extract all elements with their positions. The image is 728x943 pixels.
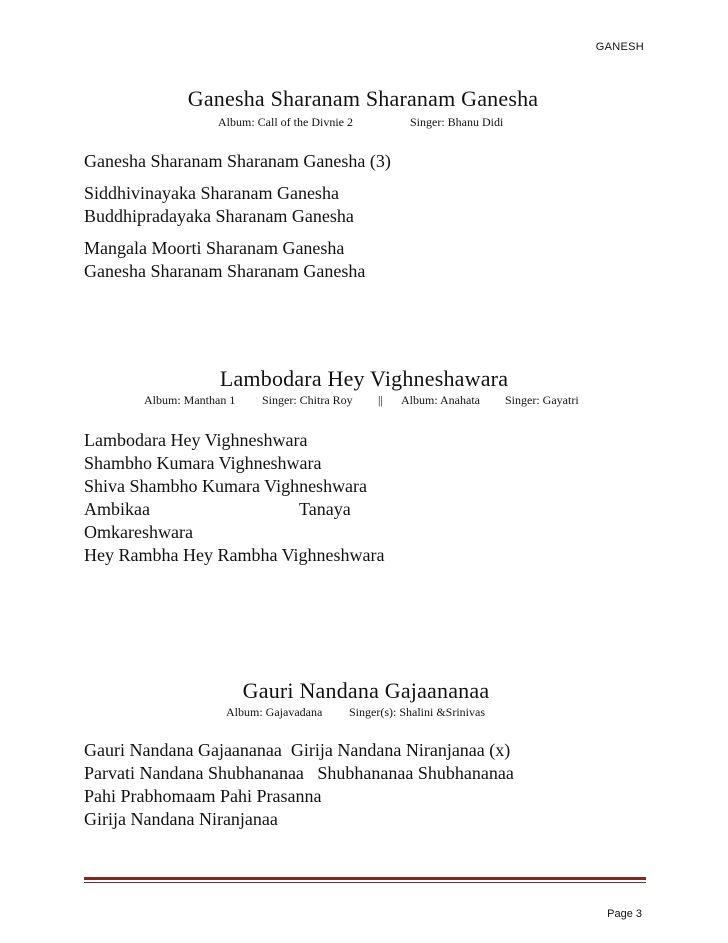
lyric-word: Tanaya — [299, 499, 351, 519]
lyric-line: Lambodara Hey Vighneshwara — [84, 430, 308, 450]
song-album: Album: Gajavadana — [226, 705, 323, 719]
lyric-line: Gauri Nandana Gajaananaa Girija Nandana Niranjanaa (x) — [84, 740, 511, 760]
song-singer: Singer: Gayatri — [505, 393, 579, 407]
song-album: Album: Call of the Divnie 2 — [218, 115, 353, 129]
song-album: Album: Anahata — [401, 393, 480, 407]
lyric-line: Shambho Kumara Vighneshwara — [84, 453, 322, 473]
lyric-line: Parvati Nandana Shubhananaa Shubhananaa Shubhananaa — [84, 763, 514, 783]
metadata-separator: || — [378, 393, 383, 407]
lyric-line — [84, 498, 366, 521]
song-singer: Singer: Chitra Roy — [262, 393, 353, 407]
lyric-line: Hey Rambha Hey Rambha Vighneshwara — [84, 545, 385, 565]
lyric-line: Ganesha Sharanam Sharanam Ganesha (3) — [84, 151, 391, 171]
page-number: Page 3 — [607, 908, 642, 920]
song-lyrics — [84, 739, 514, 831]
lyric-line: Siddhivinayaka Sharanam Ganesha — [84, 183, 339, 203]
lyric-line: Shiva Shambho Kumara Vighneshwara — [84, 476, 368, 496]
lyric-line: Pahi Prabhomaam Pahi Prasanna — [84, 786, 322, 806]
song-album: Album: Manthan 1 — [144, 393, 236, 407]
lyric-line: Mangala Moorti Sharanam Ganesha — [84, 238, 345, 258]
lyric-line: Ganesha Sharanam Sharanam Ganesha — [84, 261, 366, 281]
song-title: Gauri Nandana Gajaananaa — [242, 678, 490, 703]
song-title: Ganesha Sharanam Sharanam Ganesha — [187, 86, 539, 111]
lyric-line: Girija Nandana Niranjanaa — [84, 809, 278, 829]
song-lyrics — [84, 429, 385, 567]
song-singer: Singer(s): Shalini &Srinivas — [349, 705, 485, 719]
lyric-word: Ambikaa — [84, 499, 150, 519]
song-singer: Singer: Bhanu Didi — [410, 115, 504, 129]
song-title: Lambodara Hey Vighneshawara — [219, 366, 509, 391]
lyric-line: Omkareshwara — [84, 522, 193, 542]
running-header: GANESH — [595, 41, 644, 53]
footer-divider — [84, 877, 646, 880]
song-lyrics — [84, 150, 391, 283]
footer-divider-thin — [84, 882, 646, 883]
lyric-line: Buddhipradayaka Sharanam Ganesha — [84, 206, 354, 226]
